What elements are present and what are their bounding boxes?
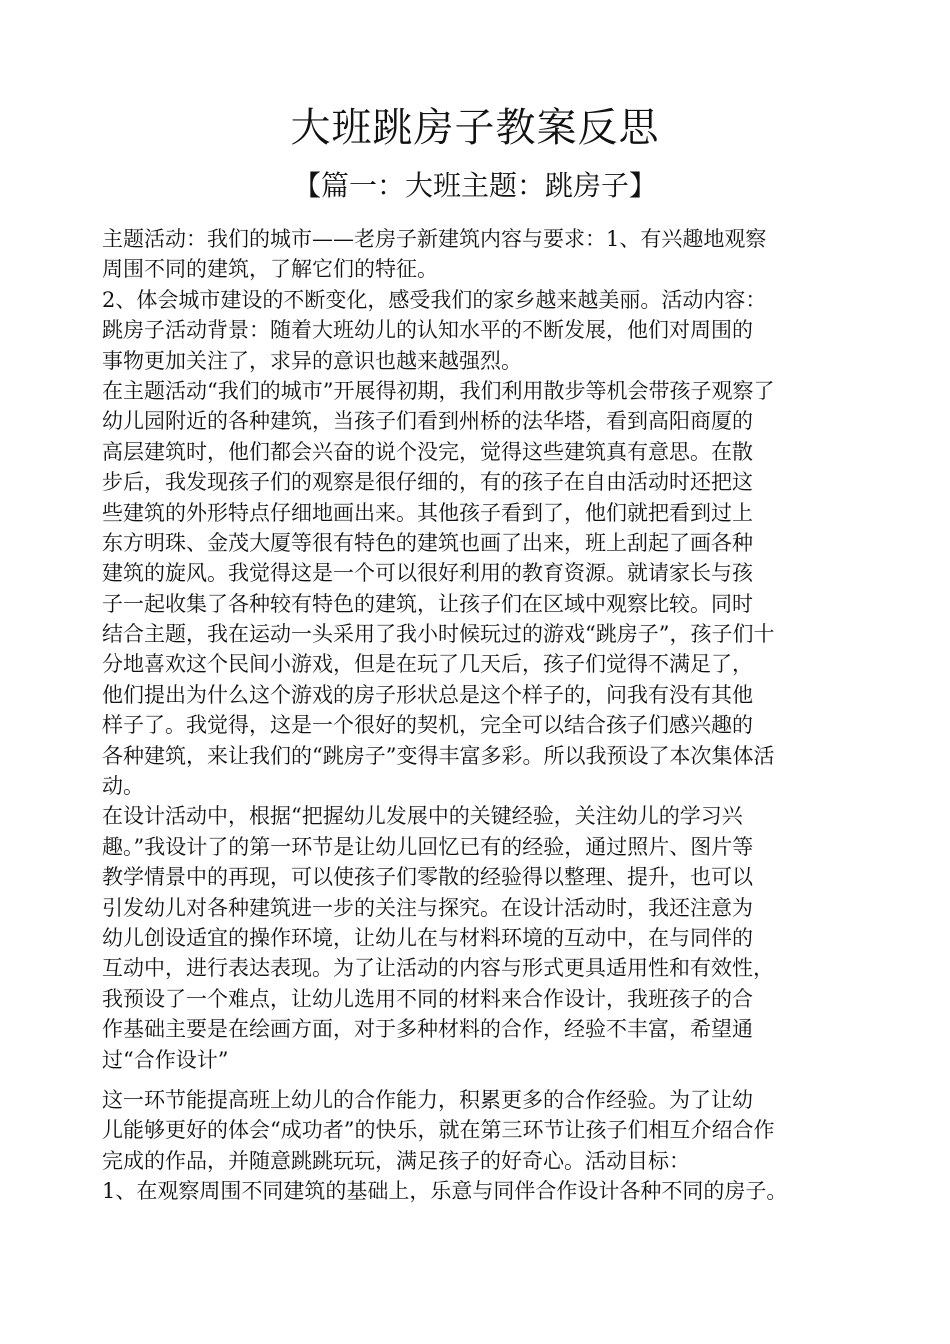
body-line: 儿能够更好的体会“成功者”的快乐，就在第三环节让孩子们相互介绍合作 — [102, 1118, 775, 1143]
body-line: 东方明珠、金茂大厦等很有特色的建筑也画了出来，班上刮起了画各种 — [102, 530, 753, 555]
body-line: 建筑的旋风。我觉得这是一个可以很好利用的教育资源。就请家长与孩 — [102, 561, 753, 586]
body-line: 主题活动：我们的城市——老房子新建筑内容与要求：1、有兴趣地观察 — [102, 227, 767, 251]
body-line: 作基础主要是在绘画方面，对于多种材料的合作，经验不丰富，希望通 — [102, 1017, 753, 1042]
body-line — [102, 1075, 852, 1085]
body-line: 幼儿创设适宜的操作环境，让幼儿在与材料环境的互动中，在与同伴的 — [102, 925, 753, 950]
body-line: 他们提出为什么这个游戏的房子形状总是这个样子的，问我有没有其他 — [102, 682, 753, 707]
body-line: 我预设了一个难点，让幼儿选用不同的材料来合作设计，我班孩子的合 — [102, 986, 753, 1011]
body-line: 在设计活动中，根据“把握幼儿发展中的关键经验，关注幼儿的学习兴 — [102, 804, 743, 829]
document-subtitle: 【篇一：大班主题：跳房子】 — [292, 169, 657, 202]
body-line: 各种建筑，来让我们的“跳房子”变得丰富多彩。所以我预设了本次集体活 — [102, 743, 775, 768]
body-line: 分地喜欢这个民间小游戏，但是在玩了几天后，孩子们觉得不满足了， — [102, 652, 753, 677]
body-line: 样子了。我觉得，这是一个很好的契机，完全可以结合孩子们感兴趣的 — [102, 713, 753, 738]
body-line: 2、体会城市建设的不断变化，感受我们的家乡越来越美丽。活动内容： — [102, 287, 767, 312]
body-line: 引发幼儿对各种建筑进一步的关注与探究。在设计活动时，我还注意为 — [102, 895, 753, 920]
body-line: 结合主题，我在运动一头采用了我小时候玩过的游戏“跳房子”，孩子们十 — [102, 622, 775, 647]
body-line: 趣。”我设计了的第一环节是让幼儿回忆已有的经验，通过照片、图片等 — [102, 834, 754, 859]
body-line: 完成的作品，并随意跳跳玩玩，满足孩子的好奇心。活动目标： — [102, 1148, 690, 1173]
body-line: 事物更加关注了，求异的意识也越来越强烈。 — [102, 348, 522, 373]
body-line: 教学情景中的再现，可以使孩子们零散的经验得以整理、提升，也可以 — [102, 865, 753, 890]
body-line: 动。 — [102, 774, 144, 799]
body-line: 1、在观察周围不同建筑的基础上，乐意与同伴合作设计各种不同的房子。 — [102, 1179, 788, 1204]
body-line: 周围不同的建筑，了解它们的特征。 — [102, 257, 438, 282]
body-line: 互动中，进行表达表现。为了让活动的内容与形式更具适用性和有效性， — [102, 956, 774, 981]
document-body — [102, 224, 852, 1207]
body-line: 过“合作设计” — [102, 1047, 229, 1072]
body-line: 跳房子活动背景：随着大班幼儿的认知水平的不断发展，他们对周围的 — [102, 318, 753, 343]
body-line: 高层建筑时，他们都会兴奋的说个没完，觉得这些建筑真有意思。在散 — [102, 439, 753, 464]
body-line: 子一起收集了各种较有特色的建筑，让孩子们在区域中观察比较。同时 — [102, 591, 753, 616]
body-line: 步后，我发现孩子们的观察是很仔细的，有的孩子在自由活动时还把这 — [102, 470, 753, 495]
body-line: 在主题活动“我们的城市”开展得初期，我们利用散步等机会带孩子观察了 — [102, 378, 775, 403]
body-line: 些建筑的外形特点仔细地画出来。其他孩子看到了，他们就把看到过上 — [102, 500, 753, 525]
body-line: 这一环节能提高班上幼儿的合作能力，积累更多的合作经验。为了让幼 — [102, 1087, 753, 1112]
document-title: 大班跳房子教案反思 — [290, 105, 660, 151]
body-line: 幼儿园附近的各种建筑，当孩子们看到州桥的法华塔，看到高阳商厦的 — [102, 409, 753, 434]
